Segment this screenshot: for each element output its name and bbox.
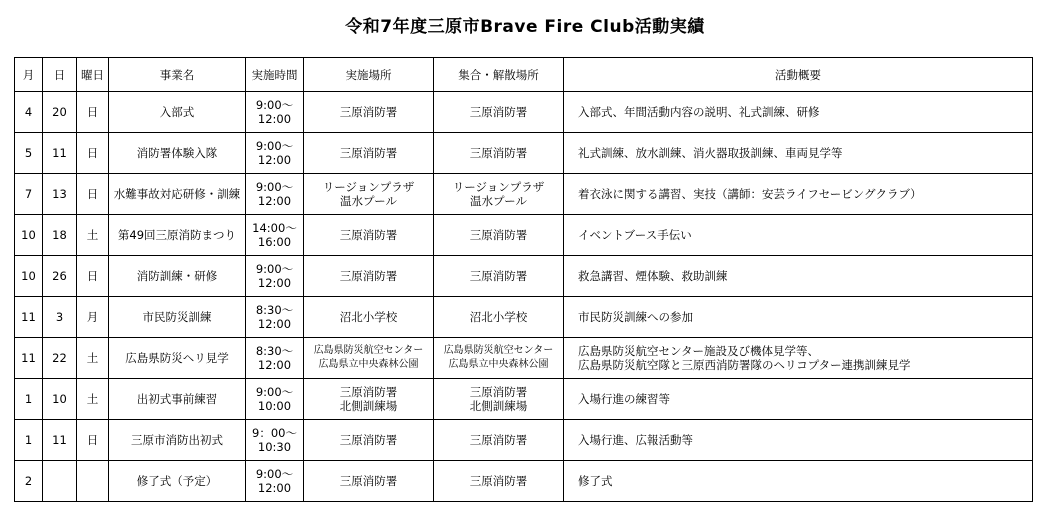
- cell-time: [246, 379, 304, 420]
- cell-time-line: 16:00: [257, 235, 292, 249]
- cell-time-line: 12:00: [257, 358, 292, 372]
- cell-place: [304, 338, 434, 379]
- cell-place-line: 沼北小学校: [339, 310, 398, 324]
- cell-place-line: 三原消防署: [339, 105, 398, 119]
- cell-summary-line: イベントブース手伝い: [578, 228, 692, 242]
- cell-time: [246, 92, 304, 133]
- cell-day: 3: [43, 297, 77, 338]
- cell-day: 11: [43, 420, 77, 461]
- cell-time-line: 9:00～: [255, 139, 294, 153]
- cell-time-line: 9:00～: [255, 180, 294, 194]
- cell-place-line: 三原消防署: [339, 146, 398, 160]
- cell-weekday: 日: [77, 133, 109, 174]
- cell-meeting-line: 三原消防署: [469, 105, 528, 119]
- cell-month: 10: [15, 215, 43, 256]
- header-place: 実施場所: [304, 58, 434, 92]
- table-row: [15, 461, 1033, 502]
- cell-day: 26: [43, 256, 77, 297]
- cell-time-line: 10:00: [257, 399, 292, 413]
- cell-weekday: [77, 461, 109, 502]
- cell-meeting-line: 北側訓練場: [469, 399, 528, 413]
- cell-weekday: 日: [77, 174, 109, 215]
- cell-place: [304, 256, 434, 297]
- cell-meeting-line: 広島県防災航空センター: [443, 345, 554, 356]
- cell-time-line: 8:30～: [255, 344, 294, 358]
- cell-month: 1: [15, 420, 43, 461]
- cell-event: 広島県防災ヘリ見学: [109, 338, 246, 379]
- cell-meeting: [434, 338, 564, 379]
- table-row: [15, 420, 1033, 461]
- cell-meeting: [434, 461, 564, 502]
- cell-place-line: 三原消防署: [339, 269, 398, 283]
- cell-place-line: 三原消防署: [339, 385, 398, 399]
- cell-weekday: 土: [77, 379, 109, 420]
- cell-place-line: 温水プール: [340, 194, 397, 208]
- cell-day: 22: [43, 338, 77, 379]
- cell-place: [304, 133, 434, 174]
- cell-time-line: 9:00～: [255, 262, 294, 276]
- cell-weekday: 日: [77, 256, 109, 297]
- cell-summary-line: 広島県防災航空隊と三原西消防署隊のヘリコプター連携訓練見学: [578, 358, 911, 372]
- header-meeting: 集合・解散場所: [434, 58, 564, 92]
- cell-place: [304, 461, 434, 502]
- cell-month: 7: [15, 174, 43, 215]
- cell-time: [246, 461, 304, 502]
- table-row: [15, 338, 1033, 379]
- cell-time: [246, 133, 304, 174]
- cell-event: 水難事故対応研修・訓練: [109, 174, 246, 215]
- cell-meeting-line: 三原消防署: [469, 146, 528, 160]
- cell-summary-line: 着衣泳に関する講習、実技（講師：安芸ライフセービングクラブ）: [578, 187, 922, 201]
- cell-day: 10: [43, 379, 77, 420]
- cell-time: [246, 338, 304, 379]
- cell-meeting-line: 三原消防署: [469, 269, 528, 283]
- cell-meeting: [434, 92, 564, 133]
- cell-place: [304, 174, 434, 215]
- cell-summary: [564, 174, 1033, 215]
- table-row: [15, 297, 1033, 338]
- cell-place-line: 三原消防署: [339, 474, 398, 488]
- cell-place-line: 広島県防災航空センター: [313, 345, 424, 356]
- cell-summary-line: 修了式: [578, 474, 613, 488]
- table-row: [15, 174, 1033, 215]
- cell-place-line: 広島県立中央森林公園: [318, 359, 419, 370]
- cell-time-line: 9:00～: [255, 385, 294, 399]
- cell-event: 第49回三原消防まつり: [109, 215, 246, 256]
- table-row: [15, 256, 1033, 297]
- cell-meeting-line: 三原消防署: [469, 474, 528, 488]
- cell-month: 10: [15, 256, 43, 297]
- table-row: [15, 92, 1033, 133]
- cell-month: 1: [15, 379, 43, 420]
- cell-time-line: 14:00～: [252, 221, 297, 235]
- cell-time: [246, 256, 304, 297]
- cell-event: 消防署体験入隊: [109, 133, 246, 174]
- cell-summary: [564, 256, 1033, 297]
- cell-event: 出初式事前練習: [109, 379, 246, 420]
- table-row: [15, 379, 1033, 420]
- cell-time-line: 12:00: [257, 112, 292, 126]
- cell-month: 11: [15, 297, 43, 338]
- cell-day: 11: [43, 133, 77, 174]
- cell-meeting: [434, 133, 564, 174]
- cell-meeting-line: 温水プール: [470, 194, 527, 208]
- cell-time-line: 12:00: [257, 481, 292, 495]
- cell-month: 2: [15, 461, 43, 502]
- page-title: 令和7年度三原市Brave Fire Club活動実績: [345, 17, 705, 37]
- cell-time-line: 12:00: [257, 153, 292, 167]
- cell-place: [304, 215, 434, 256]
- cell-place-line: 三原消防署: [339, 228, 398, 242]
- cell-time-line: 8:30～: [255, 303, 294, 317]
- table-row: [15, 133, 1033, 174]
- activity-table: [14, 57, 1033, 502]
- header-month: 月: [15, 58, 43, 92]
- cell-time: [246, 174, 304, 215]
- header-time: 実施時間: [246, 58, 304, 92]
- cell-event: 三原市消防出初式: [109, 420, 246, 461]
- cell-summary-line: 入部式、年間活動内容の説明、礼式訓練、研修: [578, 105, 820, 119]
- cell-summary: [564, 297, 1033, 338]
- cell-summary-line: 礼式訓練、放水訓練、消火器取扱訓練、車両見学等: [578, 146, 843, 160]
- cell-summary: [564, 420, 1033, 461]
- cell-summary-line: 入場行進、広報活動等: [578, 433, 693, 447]
- cell-weekday: 日: [77, 420, 109, 461]
- cell-place-line: 北側訓練場: [339, 399, 398, 413]
- cell-weekday: 日: [77, 92, 109, 133]
- cell-day: 20: [43, 92, 77, 133]
- cell-meeting-line: リージョンプラザ: [452, 180, 545, 194]
- cell-summary-line: 救急講習、煙体験、救助訓練: [578, 269, 728, 283]
- cell-meeting: [434, 256, 564, 297]
- cell-summary-line: 市民防災訓練への参加: [578, 310, 693, 324]
- cell-meeting-line: 三原消防署: [469, 228, 528, 242]
- cell-day: 18: [43, 215, 77, 256]
- cell-summary: [564, 92, 1033, 133]
- cell-month: 5: [15, 133, 43, 174]
- header-weekday: 曜日: [77, 58, 109, 92]
- header-summary: 活動概要: [564, 58, 1033, 92]
- cell-meeting-line: 広島県立中央森林公園: [448, 359, 549, 370]
- cell-month: 11: [15, 338, 43, 379]
- table-row: [15, 215, 1033, 256]
- table-body: [15, 92, 1033, 502]
- cell-day: 13: [43, 174, 77, 215]
- table-header-row: [15, 58, 1033, 92]
- cell-summary: [564, 215, 1033, 256]
- cell-summary-line: 入場行進の練習等: [578, 392, 670, 406]
- cell-meeting: [434, 297, 564, 338]
- cell-event: 消防訓練・研修: [109, 256, 246, 297]
- cell-time-line: 12:00: [257, 317, 292, 331]
- cell-place: [304, 379, 434, 420]
- cell-event: 修了式（予定）: [109, 461, 246, 502]
- cell-summary: [564, 338, 1033, 379]
- cell-weekday: 月: [77, 297, 109, 338]
- cell-meeting-line: 三原消防署: [469, 433, 528, 447]
- cell-time: [246, 297, 304, 338]
- cell-meeting-line: 三原消防署: [469, 385, 528, 399]
- cell-meeting-line: 沼北小学校: [469, 310, 528, 324]
- cell-summary: [564, 461, 1033, 502]
- cell-time: [246, 420, 304, 461]
- cell-meeting: [434, 215, 564, 256]
- cell-weekday: 土: [77, 338, 109, 379]
- cell-summary-line: 広島県防災航空センター施設及び機体見学等、: [578, 344, 820, 358]
- cell-meeting: [434, 174, 564, 215]
- cell-time-line: 10:30: [257, 440, 292, 454]
- header-day: 日: [43, 58, 77, 92]
- cell-meeting: [434, 420, 564, 461]
- cell-time-line: 9:00～: [255, 98, 294, 112]
- cell-time-line: 9:00～: [255, 467, 294, 481]
- header-event: 事業名: [109, 58, 246, 92]
- cell-place: [304, 420, 434, 461]
- cell-place-line: 三原消防署: [339, 433, 398, 447]
- cell-place-line: リージョンプラザ: [322, 180, 415, 194]
- cell-day: [43, 461, 77, 502]
- cell-meeting: [434, 379, 564, 420]
- cell-place: [304, 297, 434, 338]
- cell-time-line: 12:00: [257, 276, 292, 290]
- cell-event: 市民防災訓練: [109, 297, 246, 338]
- cell-month: 4: [15, 92, 43, 133]
- cell-time-line: 9：00～: [252, 426, 297, 440]
- cell-summary: [564, 133, 1033, 174]
- cell-weekday: 土: [77, 215, 109, 256]
- cell-time-line: 12:00: [257, 194, 292, 208]
- cell-summary: [564, 379, 1033, 420]
- cell-event: 入部式: [109, 92, 246, 133]
- cell-place: [304, 92, 434, 133]
- cell-time: [246, 215, 304, 256]
